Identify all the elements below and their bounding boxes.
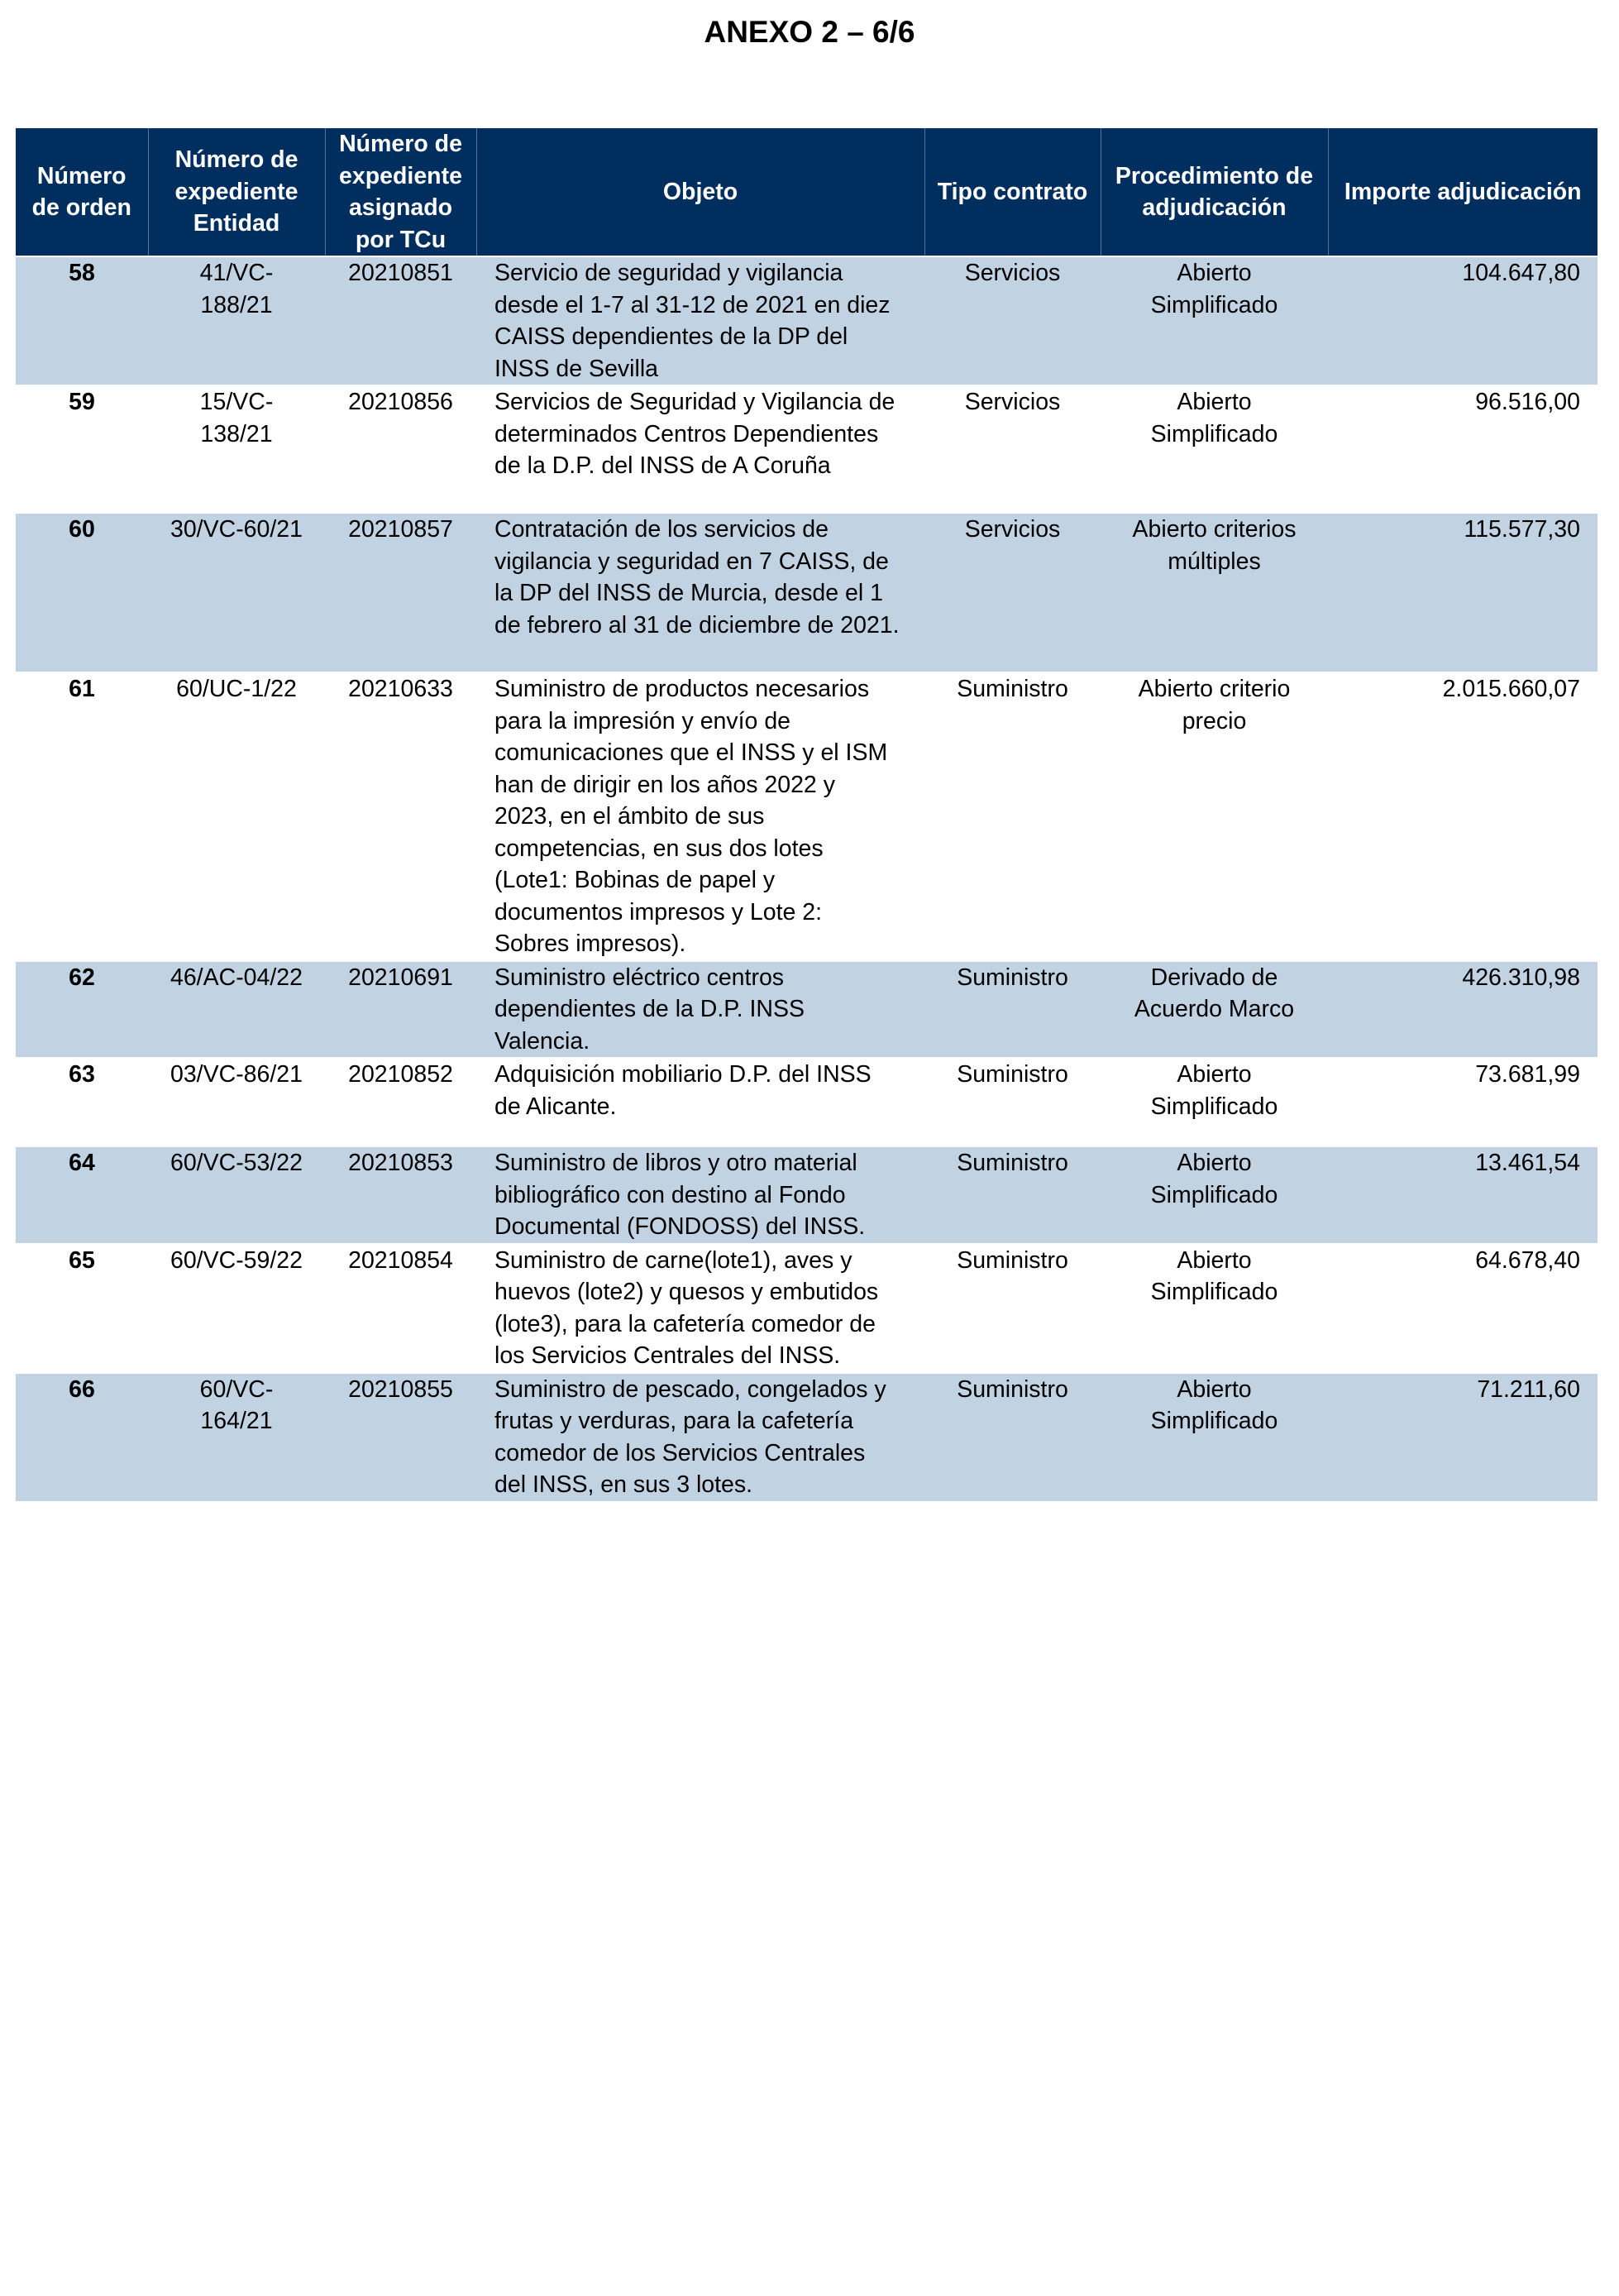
- cell-importe: 73.681,99: [1328, 1058, 1598, 1146]
- cell-expediente-entidad: 15/VC-138/21: [148, 385, 325, 513]
- cell-expediente-tcu: 20210691: [325, 961, 476, 1059]
- cell-numero-orden: 60: [16, 513, 148, 672]
- cell-tipo-contrato: Suministro: [924, 961, 1101, 1059]
- page-title: ANEXO 2 – 6/6: [704, 15, 915, 49]
- cell-objeto: Suministro eléctrico centros dependientes de la D.P. INSS Valencia.: [476, 961, 924, 1059]
- cell-importe: 2.015.660,07: [1328, 672, 1598, 961]
- cell-importe: 71.211,60: [1328, 1373, 1598, 1501]
- cell-expediente-entidad: 60/VC-59/22: [148, 1244, 325, 1373]
- cell-numero-orden: 66: [16, 1373, 148, 1501]
- cell-objeto: Servicios de Seguridad y Vigilancia de determinados Centros Dependientes de la D.P. del INSS de A Coruña: [476, 385, 924, 513]
- cell-procedimiento: Abierto criterios múltiples: [1101, 513, 1328, 672]
- cell-importe: 104.647,80: [1328, 256, 1598, 385]
- cell-procedimiento: Abierto Simplificado: [1101, 1146, 1328, 1244]
- cell-tipo-contrato: Suministro: [924, 1373, 1101, 1501]
- cell-expediente-entidad: 30/VC-60/21: [148, 513, 325, 672]
- table-row: [16, 961, 1598, 1059]
- cell-numero-orden: 58: [16, 256, 148, 385]
- cell-tipo-contrato: Servicios: [924, 513, 1101, 672]
- cell-procedimiento: Derivado de Acuerdo Marco: [1101, 961, 1328, 1059]
- cell-numero-orden: 61: [16, 672, 148, 961]
- cell-numero-orden: 63: [16, 1058, 148, 1146]
- cell-procedimiento: Abierto Simplificado: [1101, 1244, 1328, 1373]
- cell-importe: 13.461,54: [1328, 1146, 1598, 1244]
- cell-tipo-contrato: Suministro: [924, 1058, 1101, 1146]
- cell-tipo-contrato: Servicios: [924, 256, 1101, 385]
- table-row: [16, 513, 1598, 672]
- cell-expediente-entidad: 46/AC-04/22: [148, 961, 325, 1059]
- header-procedimiento: Procedimiento de adjudicación: [1101, 128, 1328, 256]
- cell-numero-orden: 59: [16, 385, 148, 513]
- cell-expediente-entidad: 60/VC-164/21: [148, 1373, 325, 1501]
- cell-importe: 64.678,40: [1328, 1244, 1598, 1373]
- table-row: [16, 672, 1598, 961]
- table-row: [16, 1244, 1598, 1373]
- contracts-table: [16, 128, 1598, 1501]
- cell-expediente-tcu: 20210857: [325, 513, 476, 672]
- cell-objeto: Suministro de productos necesarios para la impresión y envío de comunicaciones que el INSS y el ISM han de dirigir en los años 2022 y 2023, en el ámbito de sus competencias, en sus dos lotes (Lote1: Bobinas de papel y documentos impresos y Lote 2: Sobres impresos).: [476, 672, 924, 961]
- cell-expediente-entidad: 03/VC-86/21: [148, 1058, 325, 1146]
- cell-procedimiento: Abierto criterio precio: [1101, 672, 1328, 961]
- header-expediente-entidad: Número de expediente Entidad: [148, 128, 325, 256]
- cell-tipo-contrato: Suministro: [924, 1244, 1101, 1373]
- cell-objeto: Suministro de pescado, congelados y frutas y verduras, para la cafetería comedor de los Servicios Centrales del INSS, en sus 3 lotes.: [476, 1373, 924, 1501]
- table-row: [16, 1058, 1598, 1146]
- cell-numero-orden: 62: [16, 961, 148, 1059]
- cell-expediente-tcu: 20210856: [325, 385, 476, 513]
- table-row: [16, 385, 1598, 513]
- cell-expediente-tcu: 20210633: [325, 672, 476, 961]
- cell-procedimiento: Abierto Simplificado: [1101, 385, 1328, 513]
- header-expediente-tcu: Número de expediente asignado por TCu: [325, 128, 476, 256]
- cell-objeto: Adquisición mobiliario D.P. del INSS de Alicante.: [476, 1058, 924, 1146]
- cell-objeto: Contratación de los servicios de vigilancia y seguridad en 7 CAISS, de la DP del INSS de Murcia, desde el 1 de febrero al 31 de diciembre de 2021.: [476, 513, 924, 672]
- cell-objeto: Suministro de carne(lote1), aves y huevos (lote2) y quesos y embutidos (lote3), para la cafetería comedor de los Servicios Centrales del INSS.: [476, 1244, 924, 1373]
- cell-objeto: Suministro de libros y otro material bibliográfico con destino al Fondo Documental (FONDOSS) del INSS.: [476, 1146, 924, 1244]
- cell-tipo-contrato: Suministro: [924, 672, 1101, 961]
- table-row: [16, 256, 1598, 385]
- header-numero-orden: Número de orden: [16, 128, 148, 256]
- table-row: [16, 1146, 1598, 1244]
- cell-expediente-entidad: 60/VC-53/22: [148, 1146, 325, 1244]
- header-objeto: Objeto: [476, 128, 924, 256]
- cell-importe: 115.577,30: [1328, 513, 1598, 672]
- table-row: [16, 1373, 1598, 1501]
- cell-tipo-contrato: Servicios: [924, 385, 1101, 513]
- table-header-row: [16, 128, 1598, 256]
- cell-expediente-tcu: 20210854: [325, 1244, 476, 1373]
- cell-tipo-contrato: Suministro: [924, 1146, 1101, 1244]
- cell-procedimiento: Abierto Simplificado: [1101, 1373, 1328, 1501]
- cell-expediente-entidad: 41/VC-188/21: [148, 256, 325, 385]
- cell-expediente-tcu: 20210851: [325, 256, 476, 385]
- cell-numero-orden: 64: [16, 1146, 148, 1244]
- header-tipo-contrato: Tipo contrato: [924, 128, 1101, 256]
- header-importe: Importe adjudicación: [1328, 128, 1598, 256]
- cell-expediente-tcu: 20210852: [325, 1058, 476, 1146]
- cell-procedimiento: Abierto Simplificado: [1101, 256, 1328, 385]
- cell-importe: 96.516,00: [1328, 385, 1598, 513]
- cell-expediente-tcu: 20210855: [325, 1373, 476, 1501]
- cell-procedimiento: Abierto Simplificado: [1101, 1058, 1328, 1146]
- cell-importe: 426.310,98: [1328, 961, 1598, 1059]
- cell-expediente-entidad: 60/UC-1/22: [148, 672, 325, 961]
- cell-objeto: Servicio de seguridad y vigilancia desde el 1-7 al 31-12 de 2021 en diez CAISS dependientes de la DP del INSS de Sevilla: [476, 256, 924, 385]
- cell-expediente-tcu: 20210853: [325, 1146, 476, 1244]
- cell-numero-orden: 65: [16, 1244, 148, 1373]
